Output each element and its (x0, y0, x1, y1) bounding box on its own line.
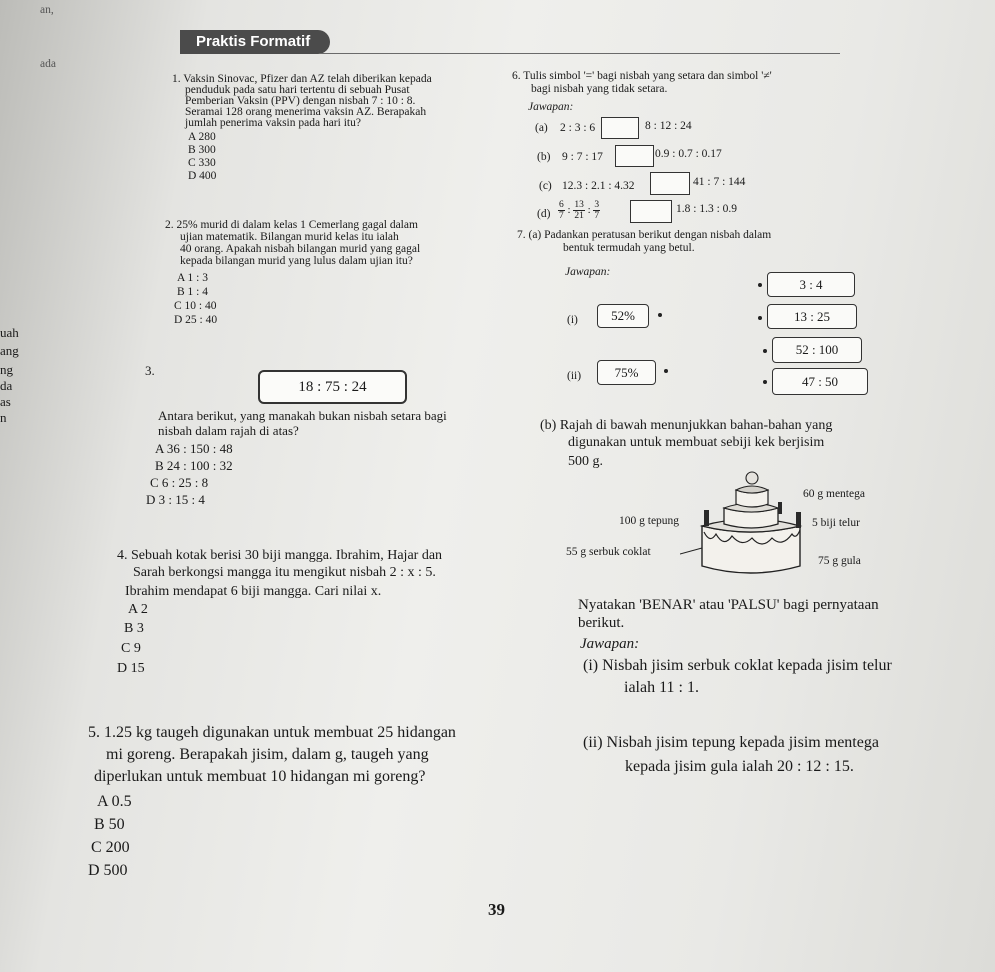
q7b-instruction-line: berikut. (578, 615, 625, 631)
match-dot[interactable] (758, 316, 762, 320)
fraction: $\frac{3}{7}$ (594, 200, 600, 221)
q5-option[interactable]: A 0.5 (97, 793, 132, 810)
q2-stem-line: kepada bilangan murid yang lulus dalam ujian itu? (180, 255, 413, 267)
q6-stem-line: 6. Tulis simbol '=' bagi nisbah yang setara dan simbol '≠' (512, 70, 772, 82)
q1-stem-line: jumlah penerima vaksin pada hari itu? (185, 117, 361, 129)
q6c-answer-box[interactable] (650, 172, 690, 195)
corner-text: an, (40, 4, 54, 16)
q2-stem-line: 2. 25% murid di dalam kelas 1 Cemerlang gagal dalam (165, 219, 418, 231)
q2-stem-line: ujian matematik. Bilangan murid kelas itu ialah (180, 231, 399, 243)
match-dot[interactable] (763, 349, 767, 353)
q5-option[interactable]: D 500 (88, 862, 128, 879)
q3-option[interactable]: C 6 : 25 : 8 (150, 475, 209, 490)
q1-stem-line: penduduk pada satu hari tertentu di sebuah Pusat (185, 84, 410, 96)
q7b-stem-line: (b) Rajah di bawah menunjukkan bahan-bahan yang (540, 418, 833, 433)
q5-stem-line: 5. 1.25 kg taugeh digunakan untuk membuat 25 hidangan (88, 724, 456, 741)
q4-option[interactable]: A 2 (128, 602, 148, 617)
q6c-left: 12.3 : 2.1 : 4.32 (562, 180, 635, 192)
q2-option[interactable]: A 1 : 3 (177, 272, 208, 284)
q6d-left-fractions: $\frac{6}{7}$ : $\frac{13}{21}$ : $\frac{3}{7}$ (559, 200, 600, 221)
q2-option[interactable]: D 25 : 40 (174, 314, 218, 326)
q7b-stem-line: 500 g. (568, 454, 603, 469)
q7a-stem-line: bentuk termudah yang betul. (563, 242, 695, 254)
q1-option[interactable]: D 400 (188, 170, 217, 182)
fraction: $\frac{6}{7}$ (559, 200, 564, 221)
q6d-label: (d) (537, 208, 551, 220)
q2-option[interactable]: C 10 : 40 (174, 300, 217, 312)
q7a-answer-label: Jawapan: (565, 266, 611, 278)
q6a-right: 8 : 12 : 24 (645, 120, 692, 132)
q1-stem-line: 1. Vaksin Sinovac, Pfizer dan AZ telah diberikan kepada (172, 73, 432, 85)
q7b-statement-line: kepada jisim gula ialah 20 : 12 : 15. (625, 758, 854, 775)
q1-option[interactable]: B 300 (188, 144, 216, 156)
q7b-stem-line: digunakan untuk membuat sebiji kek berjisim (568, 435, 825, 450)
match-dot[interactable] (664, 369, 668, 373)
margin-fragment: uah (0, 325, 19, 340)
margin-fragment: as (0, 394, 11, 409)
q4-option[interactable]: B 3 (124, 621, 144, 636)
cake-illustration (680, 468, 820, 583)
q7a-item-label: (ii) (567, 370, 582, 382)
q7a-ratio-box[interactable]: 13 : 25 (767, 304, 857, 329)
header-rule (320, 53, 840, 54)
q6-stem-line: bagi nisbah yang tidak setara. (531, 83, 668, 95)
match-dot[interactable] (658, 313, 662, 317)
q7a-ratio-box[interactable]: 47 : 50 (772, 368, 868, 395)
q6c-right: 41 : 7 : 144 (693, 176, 746, 188)
q5-option[interactable]: B 50 (94, 816, 125, 833)
q7a-stem-line: 7. (a) Padankan peratusan berikut dengan nisbah dalam (517, 229, 772, 241)
margin-fragment: ng (0, 362, 13, 377)
q3-stem-line: Antara berikut, yang manakah bukan nisbah setara bagi (158, 408, 447, 423)
q6b-left: 9 : 7 : 17 (562, 151, 603, 163)
q4-stem-line: Ibrahim mendapat 6 biji mangga. Cari nilai x. (125, 584, 382, 599)
q4-stem-line: Sarah berkongsi mangga itu mengikut nisbah 2 : x : 5. (133, 565, 436, 580)
q7a-percent-box[interactable]: 52% (597, 304, 649, 328)
margin-fragment: da (0, 378, 13, 393)
q7b-statement-line: (i) Nisbah jisim serbuk coklat kepada jisim telur (583, 657, 892, 674)
page-title: Praktis Formatif (180, 30, 330, 54)
q7b-statement-line: (ii) Nisbah jisim tepung kepada jisim mentega (583, 734, 879, 751)
q6c-label: (c) (539, 180, 552, 192)
q5-stem-line: diperlukan untuk membuat 10 hidangan mi goreng? (94, 768, 426, 785)
q6b-right: 0.9 : 0.7 : 0.17 (655, 148, 722, 160)
cake-label-cocoa: 55 g serbuk coklat (566, 546, 651, 558)
q3-option[interactable]: A 36 : 150 : 48 (155, 441, 233, 456)
q4-stem-line: 4. Sebuah kotak berisi 30 biji mangga. Ibrahim, Hajar dan (117, 548, 443, 563)
q3-option[interactable]: D 3 : 15 : 4 (146, 492, 205, 507)
q1-option[interactable]: C 330 (188, 157, 216, 169)
q7b-instruction-line: Nyatakan 'BENAR' atau 'PALSU' bagi pernyataan (578, 597, 879, 613)
q1-stem-line: Seramai 128 orang menerima vaksin AZ. Berapakah (185, 106, 427, 118)
q4-option[interactable]: D 15 (117, 661, 145, 676)
q5-option[interactable]: C 200 (91, 839, 130, 856)
corner-text: ada (40, 58, 56, 70)
q3-stem-line: nisbah dalam rajah di atas? (158, 423, 299, 438)
match-dot[interactable] (763, 380, 767, 384)
q6b-answer-box[interactable] (615, 145, 654, 167)
match-dot[interactable] (758, 283, 762, 287)
q2-option[interactable]: B 1 : 4 (177, 286, 208, 298)
cake-label-eggs: 5 biji telur (812, 517, 860, 529)
q7a-ratio-box[interactable]: 52 : 100 (772, 337, 862, 363)
page-number: 39 (488, 900, 505, 919)
cake-label-flour: 100 g tepung (619, 515, 680, 527)
q5-stem-line: mi goreng. Berapakah jisim, dalam g, taugeh yang (106, 746, 429, 763)
q1-option[interactable]: A 280 (188, 131, 216, 143)
q4-option[interactable]: C 9 (121, 641, 141, 656)
q7a-percent-box[interactable]: 75% (597, 360, 656, 385)
q3-option[interactable]: B 24 : 100 : 32 (155, 458, 233, 473)
q6d-answer-box[interactable] (630, 200, 672, 223)
q6a-label: (a) (535, 122, 548, 134)
q3-number: 3. (145, 363, 155, 378)
q7a-item-label: (i) (567, 314, 578, 326)
q7b-statement-line: ialah 11 : 1. (624, 679, 699, 696)
q7a-ratio-box[interactable]: 3 : 4 (767, 272, 855, 297)
fraction: $\frac{13}{21}$ (574, 200, 584, 221)
q6b-label: (b) (537, 151, 551, 163)
q3-ratio-box: 18 : 75 : 24 (258, 370, 407, 404)
q6d-right: 1.8 : 1.3 : 0.9 (676, 203, 738, 215)
q6a-answer-box[interactable] (601, 117, 639, 139)
margin-fragment: ang (0, 343, 19, 358)
margin-fragment: n (0, 410, 7, 425)
cake-label-butter: 60 g mentega (803, 488, 865, 500)
q7b-answer-label: Jawapan: (580, 636, 640, 652)
cake-label-sugar: 75 g gula (818, 555, 861, 567)
q1-stem-line: Pemberian Vaksin (PPV) dengan nisbah 7 : 10 : 8. (185, 95, 416, 107)
q6a-left: 2 : 3 : 6 (560, 122, 596, 134)
q2-stem-line: 40 orang. Apakah nisbah bilangan murid yang gagal (180, 243, 421, 255)
q6-answer-label: Jawapan: (528, 101, 574, 113)
